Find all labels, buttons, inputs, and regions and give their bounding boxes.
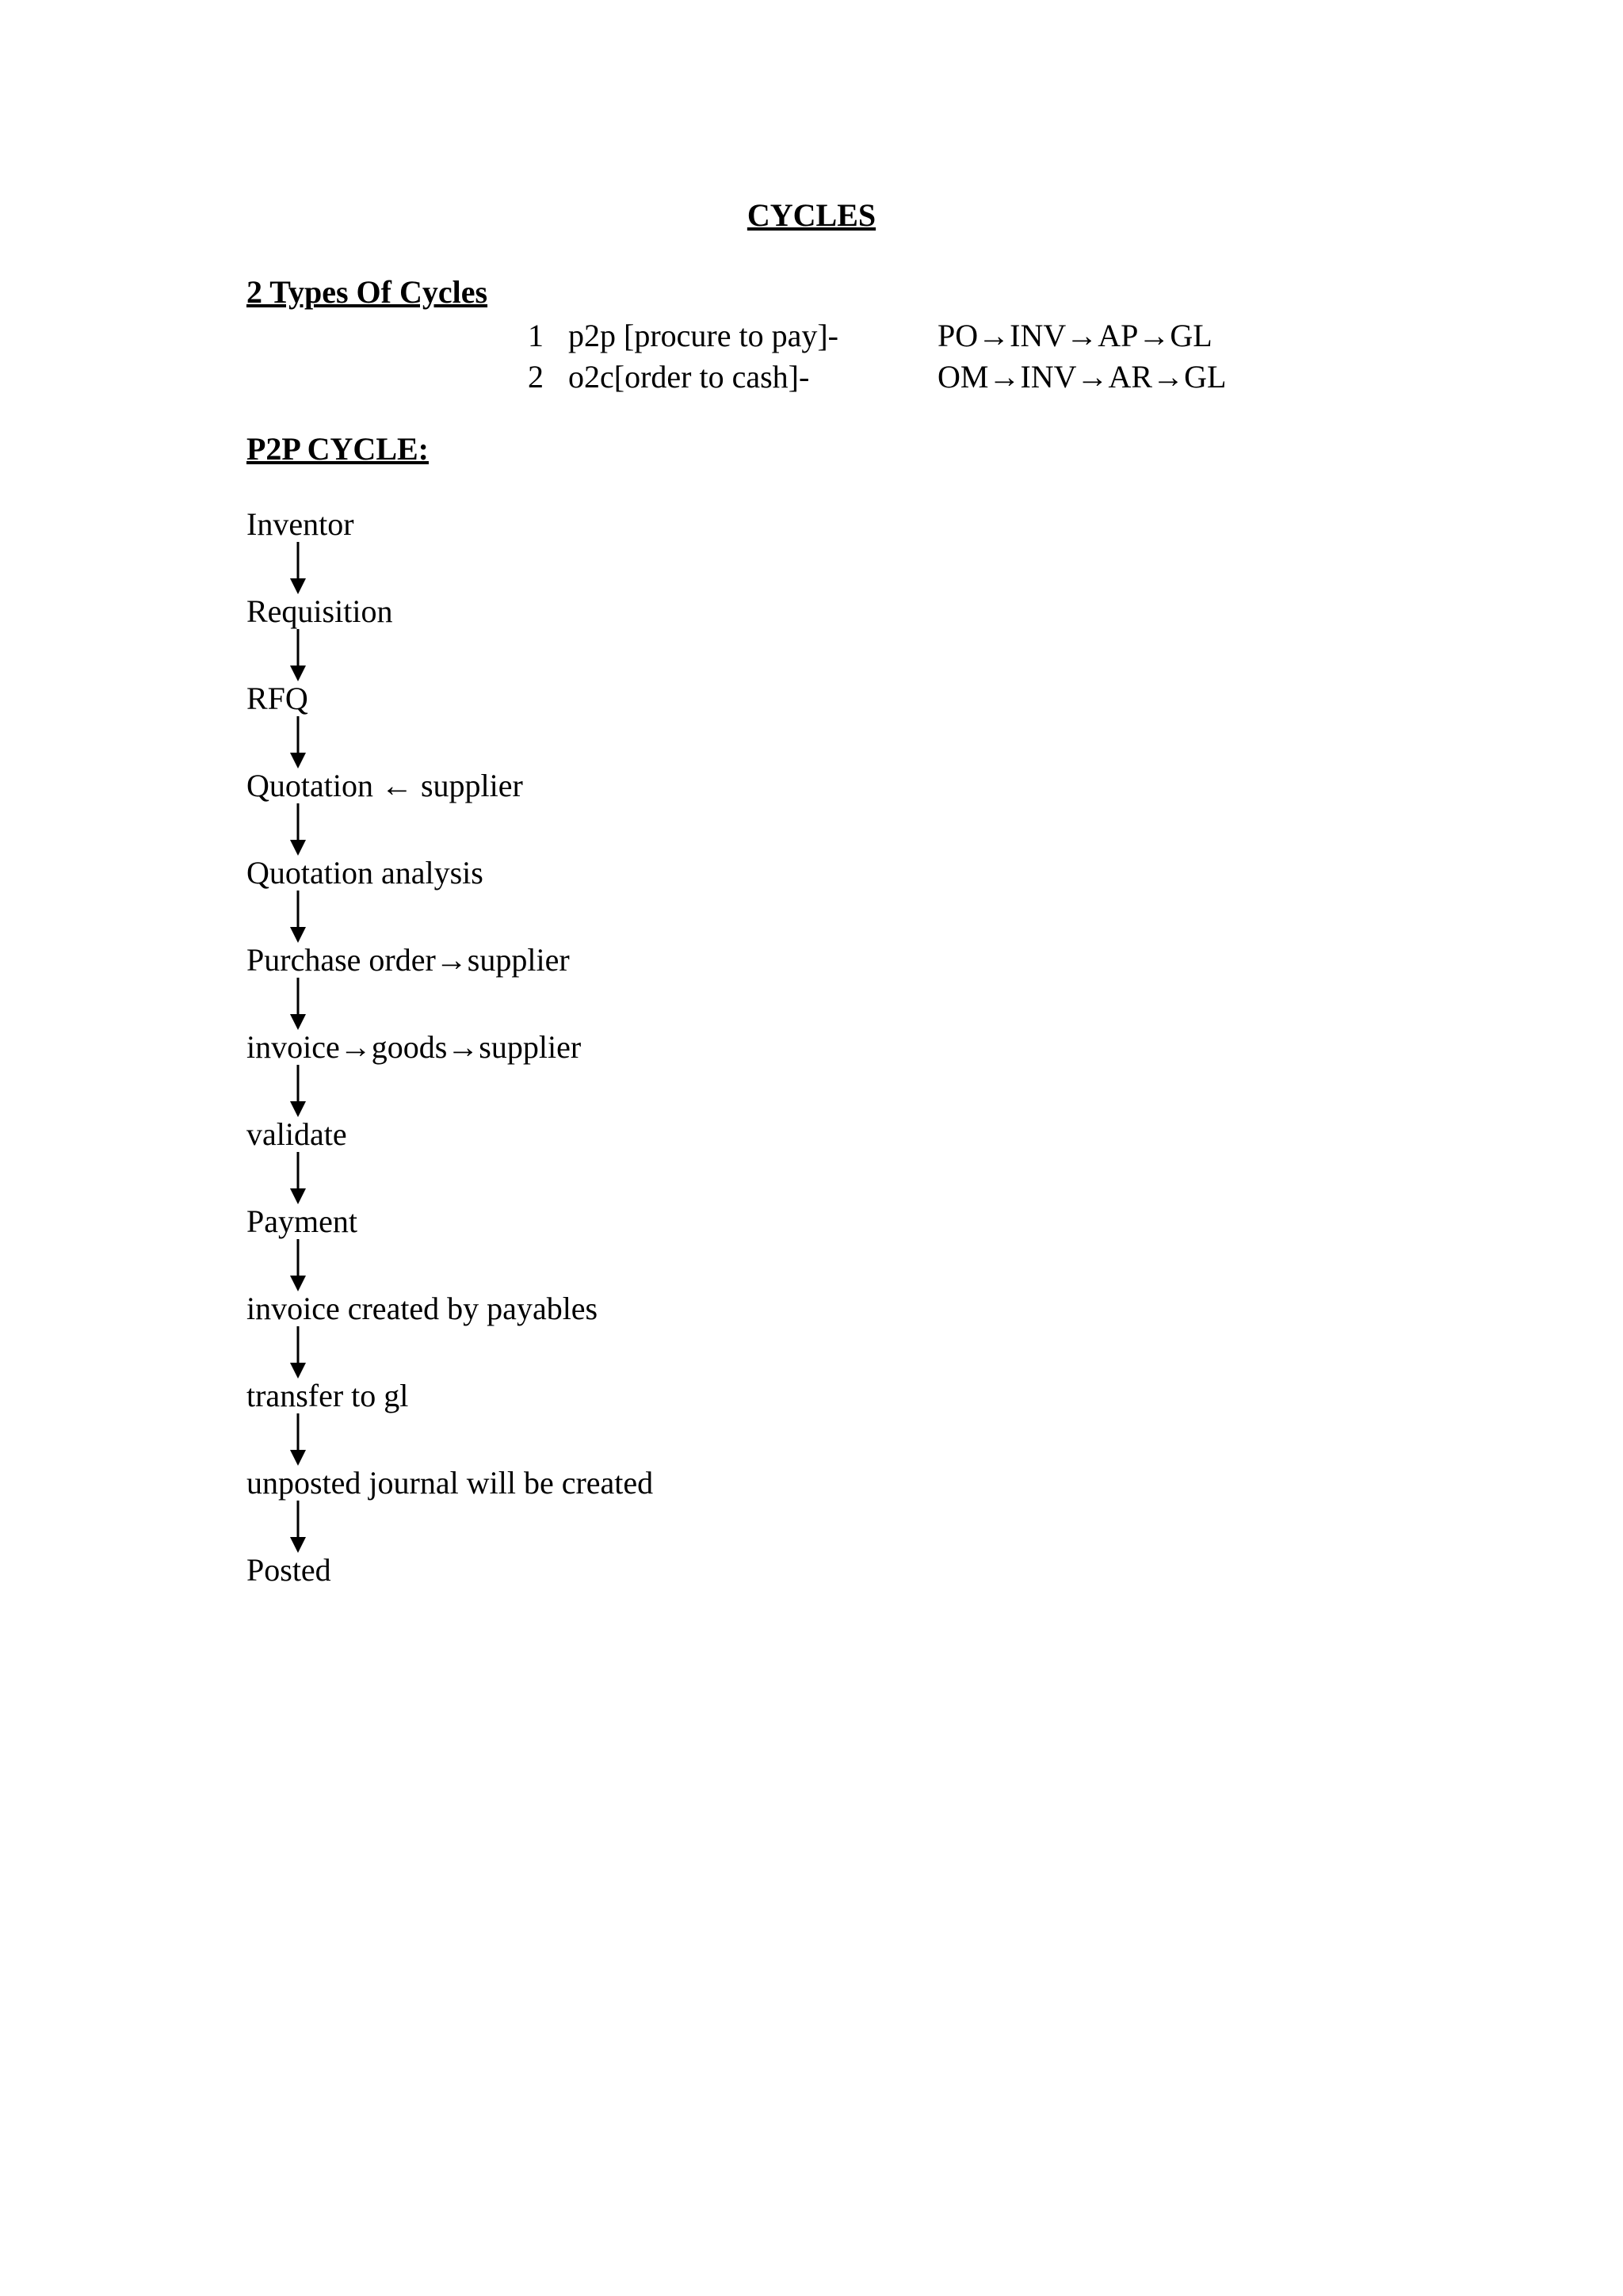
flow-step-text: RFQ bbox=[246, 681, 308, 716]
down-arrow-icon bbox=[288, 1152, 308, 1204]
flow-step-text: Quotation analysis bbox=[246, 855, 483, 891]
p2p-flow bbox=[246, 505, 960, 1638]
flow-step bbox=[246, 854, 960, 941]
flow-step-text: unposted journal will be created bbox=[246, 1465, 654, 1501]
flow-step bbox=[246, 505, 960, 593]
down-arrow-icon bbox=[288, 1501, 308, 1553]
page-title: CYCLES bbox=[747, 197, 876, 233]
flow-step-text: Posted bbox=[246, 1552, 331, 1588]
flow-step-text: Purchase order→supplier bbox=[246, 942, 570, 978]
flow-step bbox=[246, 941, 960, 1028]
down-arrow-icon bbox=[288, 978, 308, 1030]
down-arrow-icon bbox=[288, 1413, 308, 1466]
flow-step-text: invoice created by payables bbox=[246, 1291, 598, 1326]
flow-step bbox=[246, 1464, 960, 1551]
down-arrow-icon bbox=[288, 629, 308, 681]
flow-step-text: transfer to gl bbox=[246, 1378, 409, 1413]
types-heading: 2 Types Of Cycles bbox=[246, 274, 488, 310]
p2p-heading: P2P CYCLE: bbox=[246, 431, 429, 467]
flow-step-text: validate bbox=[246, 1116, 347, 1152]
down-arrow-icon bbox=[288, 1239, 308, 1291]
down-arrow-icon bbox=[288, 891, 308, 943]
cycle-flow: OM→INV→AR→GL bbox=[938, 359, 1227, 395]
down-arrow-icon bbox=[288, 542, 308, 594]
flow-step bbox=[246, 593, 960, 680]
flow-step bbox=[246, 1203, 960, 1290]
flow-step bbox=[246, 1290, 960, 1377]
cycle-label: o2c[order to cash]- bbox=[568, 359, 810, 395]
flow-step-text: invoice→goods→supplier bbox=[246, 1029, 582, 1065]
cycle-number: 1 bbox=[528, 318, 544, 353]
cycle-label: p2p [procure to pay]- bbox=[568, 318, 838, 353]
down-arrow-icon bbox=[288, 1065, 308, 1117]
flow-step bbox=[246, 680, 960, 767]
cycle-flow: PO→INV→AP→GL bbox=[938, 318, 1212, 353]
flow-step bbox=[246, 1551, 960, 1638]
flow-step-text: Payment bbox=[246, 1203, 357, 1239]
cycle-number: 2 bbox=[528, 359, 544, 395]
flow-step-text: Requisition bbox=[246, 593, 393, 629]
flow-step bbox=[246, 1028, 960, 1116]
flow-step bbox=[246, 1377, 960, 1464]
flow-step bbox=[246, 767, 960, 854]
down-arrow-icon bbox=[288, 716, 308, 769]
flow-step-text: Inventor bbox=[246, 506, 354, 542]
down-arrow-icon bbox=[288, 1326, 308, 1379]
down-arrow-icon bbox=[288, 803, 308, 856]
flow-step-text: Quotation ← supplier bbox=[246, 768, 523, 803]
flow-step bbox=[246, 1116, 960, 1203]
